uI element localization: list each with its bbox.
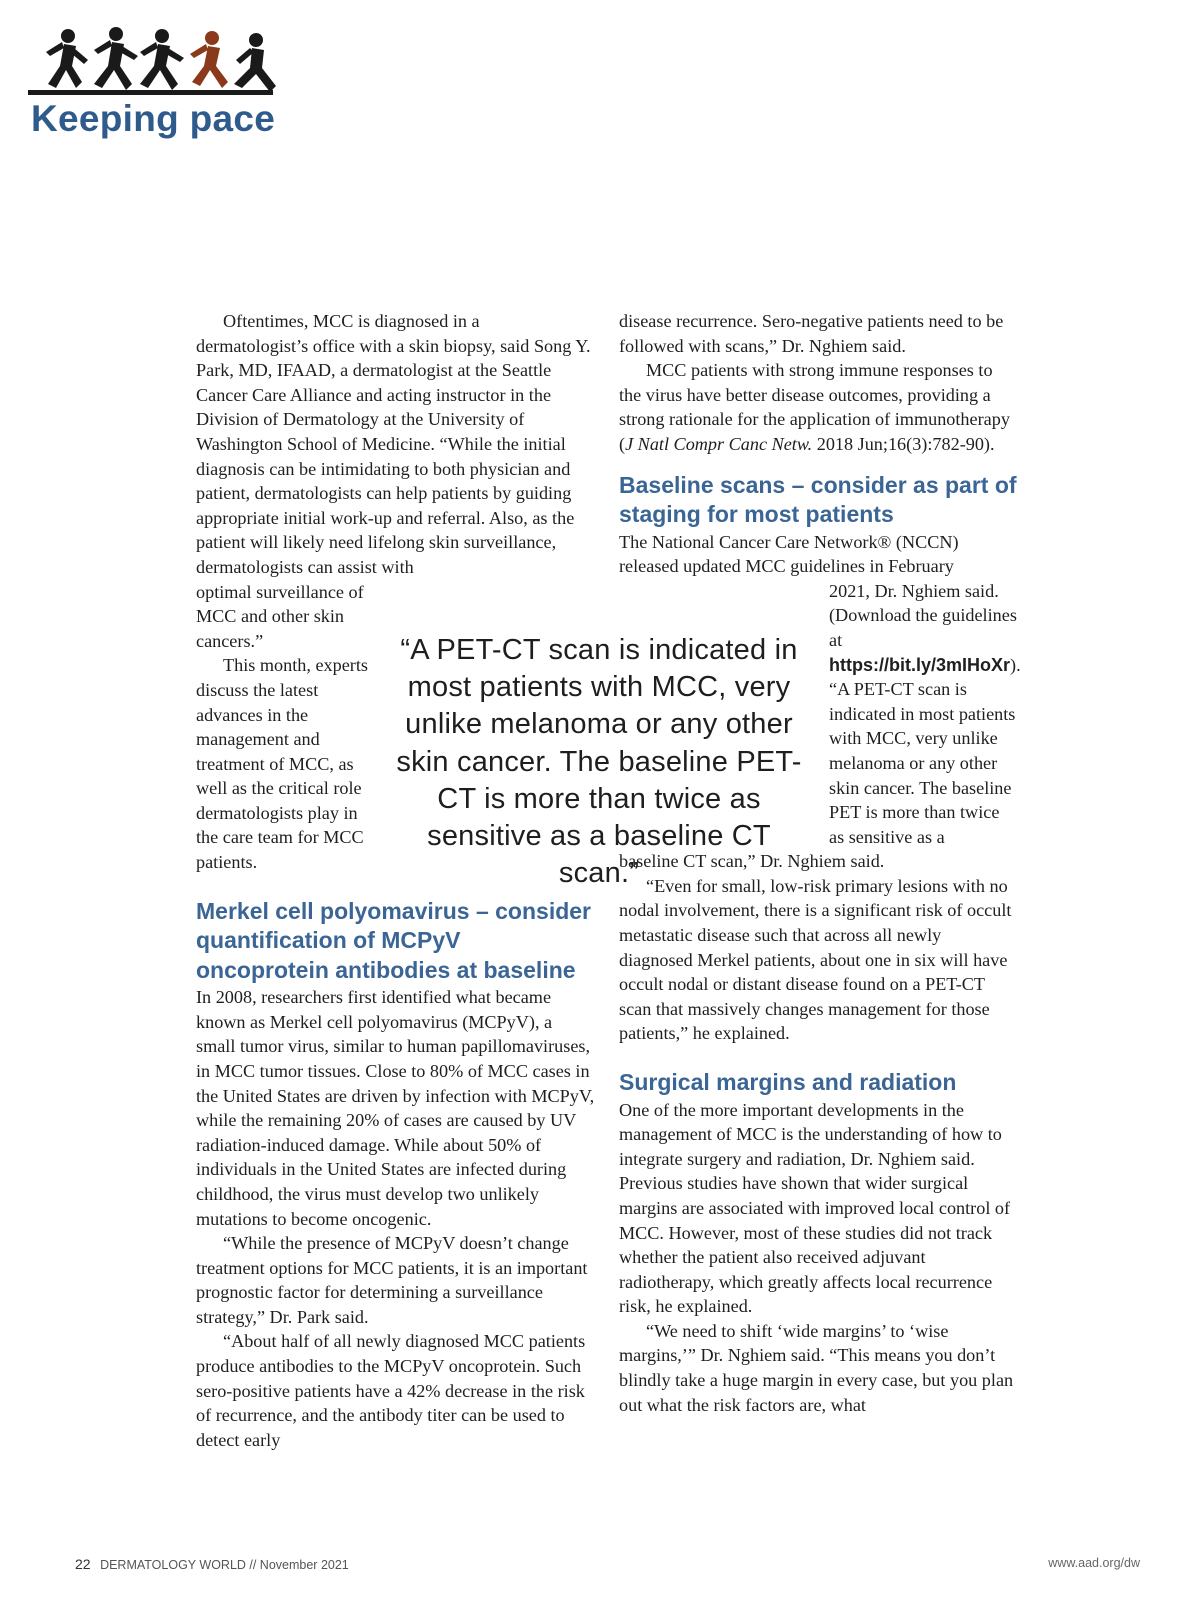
merkel-paragraph-2: “While the presence of MCPyV doesn’t change treatment options for MCC patients, it is an important prognostic factor for determining a surveillance strategy,” Dr. Park said. [196, 1233, 588, 1327]
page-number: 22 [75, 1556, 91, 1572]
surgical-paragraph-1: One of the more important developments in the management of MCC is the understanding of how to integrate surgery and radiation, Dr. Nghiem said. Previous studies have shown that wider surgical margins are associated with improved local control of MCC. However, most of these studies did not track whether the patient also received adjuvant radiotherapy, which greatly affects local recurrence risk, he explained. [619, 1099, 1011, 1317]
footer-url[interactable]: www.aad.org/dw [1048, 1556, 1140, 1570]
baseline-paragraph-1-start: The National Cancer Care Network® (NCCN) released updated MCC guidelines in February [619, 531, 959, 577]
intro-paragraph-1: Oftentimes, MCC is diagnosed in a dermatologist’s office with a skin biopsy, said Song Y. Park, MD, IFAAD, a dermatologist at the Seattle Cancer Care Alliance and acting instructor in the Division of Dermatology at the University of Washington School of Medicine. “While the initial diagnosis can be intimidating to both physician and patient, dermatologists can help patients by guiding appropriate initial work-up and referral. Also, as the patient will likely need lifelong skin surveillance, dermatologists can assist with [196, 311, 591, 577]
right-paragraph-2: MCC patients with strong immune responses to the virus have better disease outcomes, providing a strong rationale for the application of immunotherapy (J Natl Compr Canc Netw. 2018 Jun;16(3):782-90). [619, 360, 1010, 454]
page-footer [75, 1556, 349, 1572]
guidelines-link[interactable]: https://bit.ly/3mIHoXr [829, 654, 1011, 675]
intro-paragraph-1-continued: optimal surveillance of MCC and other skin cancers.” [196, 581, 364, 651]
merkel-paragraph-1: In 2008, researchers first identified what became known as Merkel cell polyomavirus (MCPyV), a small tumor virus, similar to human papillomaviruses, in MCC tumor tissues. Close to 80% of MCC cases in the United States are driven by infection with MCPyV, while the remaining 20% of cases are caused by UV radiation-induced damage. While about 50% of individuals in the United States are infected during childhood, the virus must develop two unlikely mutations to become oncogenic. [196, 987, 595, 1229]
pull-quote: “A PET-CT scan is indicated in most patients with MCC, very unlike melanoma or any other skin cancer. The baseline PET-CT is more than twice as sensitive as a baseline CT scan.” [396, 634, 802, 890]
heading-baseline-scans: Baseline scans – consider as part of staging for most patients [619, 471, 1017, 528]
publication-name: DERMATOLOGY WORLD // November 2021 [100, 1558, 349, 1572]
journal-citation: J Natl Compr Canc Netw. [625, 433, 813, 454]
merkel-paragraph-3: “About half of all newly diagnosed MCC patients produce antibodies to the MCPyV oncoprotein. Such sero-positive patients have a 42% decrease in the risk of recurrence, and the antibody titer can be used to detect early [196, 1331, 586, 1450]
intro-paragraph-2: This month, experts discuss the latest advances in the management and treatment of MCC, as well as the critical role dermatologists play in the care team for MCC patients. [196, 655, 368, 873]
surgical-paragraph-2: “We need to shift ‘wide margins’ to ‘wise margins,’” Dr. Nghiem said. “This means you don’t blindly take a huge margin in every case, but you plan out what the risk factors are, what [619, 1320, 1014, 1415]
heading-surgical-margins: Surgical margins and radiation [619, 1069, 957, 1096]
right-paragraph-1: disease recurrence. Sero-negative patients need to be followed with scans,” Dr. Nghiem said. [619, 311, 1004, 356]
running-figures-icon [28, 22, 288, 102]
baseline-paragraph-1-end: baseline CT scan,” Dr. Nghiem said. [619, 851, 885, 872]
baseline-guidelines-block: 2021, Dr. Nghiem said. (Download the guidelines at https://bit.ly/3mIHoXr). “A PET-CT scan is indicated in most patients with MCC, very unlike melanoma or any other skin cancer. The baseline PET is more than twice as sensitive as a [829, 580, 1021, 847]
baseline-paragraph-2: “Even for small, low-risk primary lesions with no nodal involvement, there is a significant risk of occult metastatic disease such that across all newly diagnosed Merkel patients, about one in six will have occult nodal or distant disease found on a PET-CT scan that massively changes management for those patients,” he explained. [619, 875, 1012, 1044]
heading-merkel-polyomavirus: Merkel cell polyomavirus – consider quantification of MCPyV oncoprotein antibodies at baseline [196, 897, 591, 983]
section-title: Keeping pace [31, 98, 276, 139]
